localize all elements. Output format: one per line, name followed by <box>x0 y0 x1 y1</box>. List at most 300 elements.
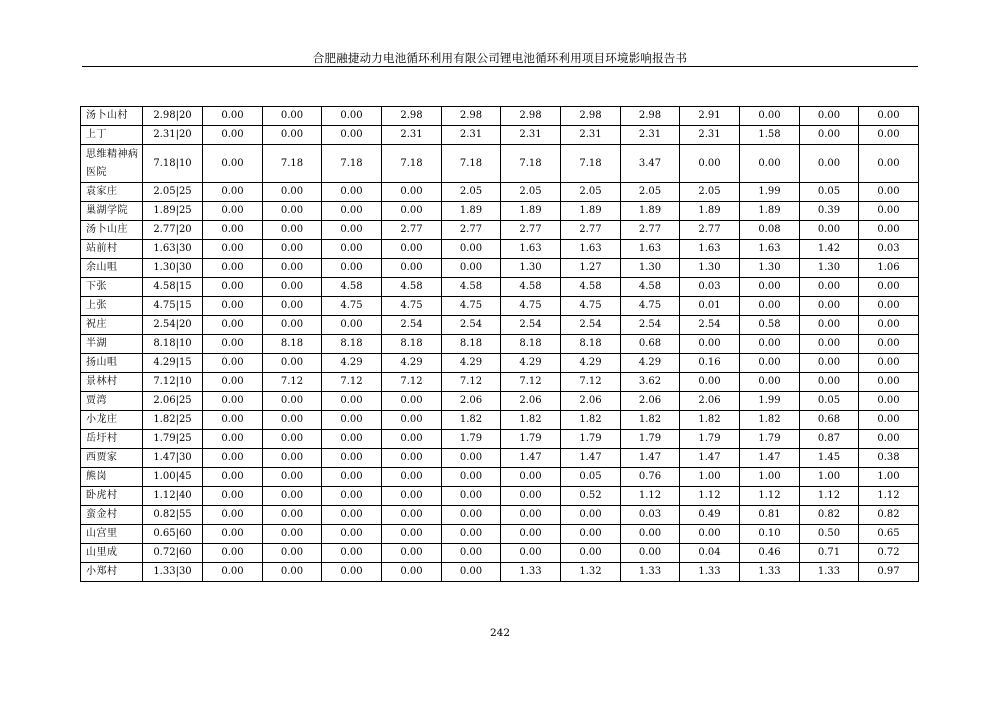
value-cell: 0.00 <box>382 449 442 468</box>
table-row <box>81 316 919 335</box>
value-cell: 3.47 <box>621 145 680 183</box>
value-cell: 1.89 <box>621 202 680 221</box>
value-cell: 1.79 <box>561 430 621 449</box>
value-cell: 2.77 <box>561 221 621 240</box>
value-cell: 0.00 <box>322 126 382 145</box>
value-cell: 0.00 <box>263 202 322 221</box>
value-cell: 0.00 <box>203 335 263 354</box>
value-cell: 0.00 <box>800 335 859 354</box>
value-cell: 0.00 <box>203 449 263 468</box>
value-cell: 0.00 <box>800 126 859 145</box>
value-cell: 0.16 <box>680 354 740 373</box>
table-row <box>81 544 919 563</box>
table-row <box>81 278 919 297</box>
value-cell: 1.30 <box>621 259 680 278</box>
value-cell: 0.00 <box>382 411 442 430</box>
value-cell: 2.98 <box>561 107 621 126</box>
value-cell: 0.00 <box>561 506 621 525</box>
value-cell: 1.63 <box>621 240 680 259</box>
value-cell: 0.00 <box>203 544 263 563</box>
value-cell: 1.89 <box>501 202 561 221</box>
value-cell: 0.00 <box>382 259 442 278</box>
value-cell: 0.68 <box>621 335 680 354</box>
table-row <box>81 468 919 487</box>
value-cell: 0.00 <box>203 259 263 278</box>
table-row <box>81 487 919 506</box>
location-name-cell: 巢湖学院 <box>81 202 143 221</box>
value-cell: 2.31 <box>382 126 442 145</box>
value-cell: 0.39 <box>800 202 859 221</box>
value-cell: 7.12 <box>561 373 621 392</box>
value-cell: 0.00 <box>203 392 263 411</box>
value-cell: 0.00 <box>740 354 800 373</box>
value-cell: 7.12 <box>322 373 382 392</box>
value-cell: 0.49 <box>680 506 740 525</box>
value-cell: 4.75 <box>561 297 621 316</box>
value-cell: 0.00 <box>382 525 442 544</box>
value-cell: 1.33 <box>740 563 800 582</box>
table-row <box>81 392 919 411</box>
location-name-cell: 扬山咀 <box>81 354 143 373</box>
max-value-cell: 4.75|15 <box>143 297 203 316</box>
value-cell: 0.00 <box>382 544 442 563</box>
value-cell: 0.00 <box>382 202 442 221</box>
value-cell: 0.00 <box>442 259 501 278</box>
value-cell: 8.18 <box>561 335 621 354</box>
value-cell: 0.05 <box>800 392 859 411</box>
value-cell: 4.58 <box>322 278 382 297</box>
location-name-cell: 汤卜山村 <box>81 107 143 126</box>
value-cell: 0.00 <box>263 525 322 544</box>
value-cell: 7.12 <box>382 373 442 392</box>
value-cell: 1.33 <box>800 563 859 582</box>
value-cell: 8.18 <box>382 335 442 354</box>
value-cell: 7.12 <box>263 373 322 392</box>
max-value-cell: 4.29|15 <box>143 354 203 373</box>
value-cell: 0.76 <box>621 468 680 487</box>
value-cell: 0.00 <box>859 126 919 145</box>
max-value-cell: 0.72|60 <box>143 544 203 563</box>
value-cell: 0.00 <box>859 373 919 392</box>
value-cell: 1.00 <box>800 468 859 487</box>
value-cell: 0.00 <box>203 240 263 259</box>
value-cell: 2.54 <box>501 316 561 335</box>
value-cell: 0.00 <box>263 392 322 411</box>
location-name-cell: 小龙庄 <box>81 411 143 430</box>
max-value-cell: 1.30|30 <box>143 259 203 278</box>
value-cell: 0.00 <box>203 430 263 449</box>
value-cell: 4.75 <box>442 297 501 316</box>
value-cell: 0.03 <box>621 506 680 525</box>
value-cell: 4.29 <box>382 354 442 373</box>
value-cell: 0.00 <box>859 411 919 430</box>
value-cell: 1.82 <box>740 411 800 430</box>
value-cell: 1.42 <box>800 240 859 259</box>
value-cell: 0.00 <box>203 145 263 183</box>
value-cell: 1.47 <box>501 449 561 468</box>
value-cell: 1.12 <box>621 487 680 506</box>
value-cell: 2.06 <box>680 392 740 411</box>
value-cell: 7.18 <box>322 145 382 183</box>
value-cell: 0.00 <box>740 145 800 183</box>
value-cell: 0.00 <box>442 506 501 525</box>
value-cell: 0.00 <box>680 145 740 183</box>
location-name-cell: 汤卜山庄 <box>81 221 143 240</box>
value-cell: 1.99 <box>740 392 800 411</box>
value-cell: 1.33 <box>680 563 740 582</box>
value-cell: 0.00 <box>382 468 442 487</box>
value-cell: 0.00 <box>263 468 322 487</box>
value-cell: 0.00 <box>263 449 322 468</box>
value-cell: 0.00 <box>322 506 382 525</box>
value-cell: 1.47 <box>561 449 621 468</box>
value-cell: 1.82 <box>621 411 680 430</box>
value-cell: 0.00 <box>263 297 322 316</box>
value-cell: 0.00 <box>382 183 442 202</box>
value-cell: 0.00 <box>203 411 263 430</box>
location-name-cell: 小郑村 <box>81 563 143 582</box>
value-cell: 2.31 <box>501 126 561 145</box>
value-cell: 1.89 <box>442 202 501 221</box>
value-cell: 0.00 <box>263 126 322 145</box>
table-row <box>81 221 919 240</box>
value-cell: 1.06 <box>859 259 919 278</box>
value-cell: 0.68 <box>800 411 859 430</box>
location-name-cell: 半湖 <box>81 335 143 354</box>
value-cell: 0.00 <box>859 107 919 126</box>
value-cell: 0.00 <box>203 202 263 221</box>
max-value-cell: 1.33|30 <box>143 563 203 582</box>
value-cell: 0.65 <box>859 525 919 544</box>
value-cell: 4.29 <box>621 354 680 373</box>
value-cell: 0.00 <box>263 107 322 126</box>
value-cell: 1.82 <box>442 411 501 430</box>
value-cell: 0.00 <box>382 240 442 259</box>
value-cell: 0.00 <box>322 525 382 544</box>
table-row <box>81 126 919 145</box>
location-name-cell: 上张 <box>81 297 143 316</box>
value-cell: 7.18 <box>263 145 322 183</box>
value-cell: 1.27 <box>561 259 621 278</box>
value-cell: 0.00 <box>322 449 382 468</box>
value-cell: 1.58 <box>740 126 800 145</box>
value-cell: 0.00 <box>382 563 442 582</box>
value-cell: 0.82 <box>859 506 919 525</box>
max-value-cell: 1.47|30 <box>143 449 203 468</box>
value-cell: 0.00 <box>203 316 263 335</box>
value-cell: 1.30 <box>501 259 561 278</box>
max-value-cell: 7.18|10 <box>143 145 203 183</box>
value-cell: 8.18 <box>263 335 322 354</box>
max-value-cell: 2.98|20 <box>143 107 203 126</box>
table-row <box>81 563 919 582</box>
value-cell: 1.79 <box>740 430 800 449</box>
value-cell: 8.18 <box>442 335 501 354</box>
table-row <box>81 145 919 183</box>
value-cell: 0.00 <box>800 221 859 240</box>
value-cell: 0.00 <box>501 468 561 487</box>
value-cell: 1.79 <box>442 430 501 449</box>
value-cell: 1.12 <box>859 487 919 506</box>
location-name-cell: 思维精神病医院 <box>81 145 143 183</box>
value-cell: 0.00 <box>501 525 561 544</box>
value-cell: 2.31 <box>680 126 740 145</box>
table-row <box>81 297 919 316</box>
value-cell: 4.58 <box>621 278 680 297</box>
value-cell: 0.00 <box>263 411 322 430</box>
page-number: 242 <box>489 627 511 639</box>
value-cell: 0.00 <box>203 278 263 297</box>
value-cell: 0.00 <box>322 430 382 449</box>
value-cell: 0.00 <box>263 430 322 449</box>
value-cell: 0.00 <box>322 563 382 582</box>
value-cell: 0.71 <box>800 544 859 563</box>
location-name-cell: 熊岗 <box>81 468 143 487</box>
max-value-cell: 1.12|40 <box>143 487 203 506</box>
value-cell: 0.03 <box>680 278 740 297</box>
value-cell: 2.54 <box>621 316 680 335</box>
table-row <box>81 240 919 259</box>
value-cell: 0.00 <box>203 183 263 202</box>
value-cell: 0.58 <box>740 316 800 335</box>
value-cell: 3.62 <box>621 373 680 392</box>
value-cell: 0.00 <box>382 506 442 525</box>
value-cell: 0.00 <box>740 278 800 297</box>
value-cell: 0.00 <box>442 240 501 259</box>
value-cell: 0.00 <box>859 392 919 411</box>
value-cell: 2.06 <box>501 392 561 411</box>
value-cell: 2.05 <box>621 183 680 202</box>
value-cell: 4.29 <box>561 354 621 373</box>
value-cell: 0.00 <box>322 411 382 430</box>
value-cell: 0.00 <box>263 316 322 335</box>
location-name-cell: 贾湾 <box>81 392 143 411</box>
value-cell: 0.82 <box>800 506 859 525</box>
value-cell: 8.18 <box>322 335 382 354</box>
value-cell: 0.72 <box>859 544 919 563</box>
value-cell: 0.00 <box>859 183 919 202</box>
location-name-cell: 山里成 <box>81 544 143 563</box>
location-name-cell: 袁家庄 <box>81 183 143 202</box>
value-cell: 1.00 <box>680 468 740 487</box>
table-row <box>81 183 919 202</box>
value-cell: 0.01 <box>680 297 740 316</box>
value-cell: 1.45 <box>800 449 859 468</box>
value-cell: 2.91 <box>680 107 740 126</box>
value-cell: 0.00 <box>203 506 263 525</box>
value-cell: 1.47 <box>621 449 680 468</box>
value-cell: 4.29 <box>501 354 561 373</box>
value-cell: 0.00 <box>263 183 322 202</box>
value-cell: 8.18 <box>501 335 561 354</box>
value-cell: 0.00 <box>322 107 382 126</box>
value-cell: 4.58 <box>561 278 621 297</box>
value-cell: 4.58 <box>442 278 501 297</box>
max-value-cell: 2.05|25 <box>143 183 203 202</box>
location-name-cell: 景林村 <box>81 373 143 392</box>
table-row <box>81 107 919 126</box>
value-cell: 0.46 <box>740 544 800 563</box>
value-cell: 1.63 <box>680 240 740 259</box>
value-cell: 0.00 <box>322 468 382 487</box>
value-cell: 2.54 <box>680 316 740 335</box>
value-cell: 1.30 <box>740 259 800 278</box>
value-cell: 0.00 <box>322 487 382 506</box>
value-cell: 0.00 <box>561 525 621 544</box>
value-cell: 0.00 <box>800 297 859 316</box>
value-cell: 0.00 <box>263 240 322 259</box>
value-cell: 7.18 <box>501 145 561 183</box>
value-cell: 0.00 <box>621 525 680 544</box>
value-cell: 2.77 <box>442 221 501 240</box>
location-name-cell: 下张 <box>81 278 143 297</box>
value-cell: 0.00 <box>322 316 382 335</box>
value-cell: 0.05 <box>561 468 621 487</box>
max-value-cell: 7.12|10 <box>143 373 203 392</box>
value-cell: 0.00 <box>322 202 382 221</box>
location-name-cell: 余山咀 <box>81 259 143 278</box>
value-cell: 2.06 <box>442 392 501 411</box>
value-cell: 0.00 <box>800 107 859 126</box>
value-cell: 1.30 <box>800 259 859 278</box>
value-cell: 0.00 <box>322 544 382 563</box>
value-cell: 1.63 <box>501 240 561 259</box>
value-cell: 2.54 <box>561 316 621 335</box>
value-cell: 0.00 <box>442 449 501 468</box>
value-cell: 2.77 <box>680 221 740 240</box>
value-cell: 0.00 <box>203 373 263 392</box>
table-body <box>81 107 919 582</box>
value-cell: 0.81 <box>740 506 800 525</box>
value-cell: 0.00 <box>322 392 382 411</box>
value-cell: 0.00 <box>800 316 859 335</box>
value-cell: 0.05 <box>800 183 859 202</box>
value-cell: 0.08 <box>740 221 800 240</box>
location-name-cell: 卧虎村 <box>81 487 143 506</box>
table-row <box>81 430 919 449</box>
value-cell: 0.00 <box>382 487 442 506</box>
value-cell: 1.99 <box>740 183 800 202</box>
value-cell: 1.63 <box>561 240 621 259</box>
value-cell: 0.00 <box>203 107 263 126</box>
table-row <box>81 373 919 392</box>
value-cell: 2.05 <box>501 183 561 202</box>
location-name-cell: 西贾家 <box>81 449 143 468</box>
value-cell: 0.00 <box>263 259 322 278</box>
value-cell: 0.00 <box>263 563 322 582</box>
value-cell: 0.03 <box>859 240 919 259</box>
value-cell: 2.06 <box>561 392 621 411</box>
max-value-cell: 1.82|25 <box>143 411 203 430</box>
value-cell: 2.31 <box>442 126 501 145</box>
value-cell: 0.00 <box>203 563 263 582</box>
value-cell: 2.06 <box>621 392 680 411</box>
value-cell: 0.00 <box>800 145 859 183</box>
value-cell: 0.00 <box>680 335 740 354</box>
max-value-cell: 1.63|30 <box>143 240 203 259</box>
value-cell: 2.54 <box>442 316 501 335</box>
location-name-cell: 岳圩村 <box>81 430 143 449</box>
value-cell: 4.75 <box>382 297 442 316</box>
value-cell: 1.89 <box>740 202 800 221</box>
value-cell: 0.00 <box>501 506 561 525</box>
results-table <box>80 106 919 582</box>
value-cell: 0.00 <box>442 487 501 506</box>
max-value-cell: 4.58|15 <box>143 278 203 297</box>
value-cell: 0.00 <box>501 544 561 563</box>
value-cell: 4.75 <box>501 297 561 316</box>
value-cell: 0.00 <box>859 354 919 373</box>
value-cell: 0.00 <box>501 487 561 506</box>
value-cell: 0.00 <box>740 297 800 316</box>
value-cell: 0.00 <box>263 221 322 240</box>
value-cell: 1.79 <box>501 430 561 449</box>
location-name-cell: 站前村 <box>81 240 143 259</box>
value-cell: 0.50 <box>800 525 859 544</box>
max-value-cell: 8.18|10 <box>143 335 203 354</box>
value-cell: 0.00 <box>322 183 382 202</box>
value-cell: 0.00 <box>800 278 859 297</box>
max-value-cell: 2.31|20 <box>143 126 203 145</box>
value-cell: 0.00 <box>442 563 501 582</box>
header-divider <box>82 66 918 67</box>
location-name-cell: 祝庄 <box>81 316 143 335</box>
max-value-cell: 2.77|20 <box>143 221 203 240</box>
max-value-cell: 1.00|45 <box>143 468 203 487</box>
value-cell: 4.58 <box>382 278 442 297</box>
value-cell: 0.00 <box>859 316 919 335</box>
value-cell: 0.87 <box>800 430 859 449</box>
value-cell: 2.77 <box>382 221 442 240</box>
location-name-cell: 上丁 <box>81 126 143 145</box>
value-cell: 0.00 <box>859 145 919 183</box>
value-cell: 1.82 <box>680 411 740 430</box>
table-row <box>81 354 919 373</box>
value-cell: 0.00 <box>442 544 501 563</box>
value-cell: 2.98 <box>621 107 680 126</box>
value-cell: 0.00 <box>263 544 322 563</box>
value-cell: 0.00 <box>740 107 800 126</box>
value-cell: 7.12 <box>442 373 501 392</box>
value-cell: 1.63 <box>740 240 800 259</box>
value-cell: 2.54 <box>382 316 442 335</box>
value-cell: 0.00 <box>203 468 263 487</box>
value-cell: 0.00 <box>382 392 442 411</box>
value-cell: 0.00 <box>621 544 680 563</box>
value-cell: 0.00 <box>442 525 501 544</box>
value-cell: 0.00 <box>203 525 263 544</box>
value-cell: 1.12 <box>680 487 740 506</box>
value-cell: 4.75 <box>621 297 680 316</box>
value-cell: 2.31 <box>561 126 621 145</box>
value-cell: 0.00 <box>442 468 501 487</box>
max-value-cell: 0.65|60 <box>143 525 203 544</box>
value-cell: 2.31 <box>621 126 680 145</box>
table-row <box>81 411 919 430</box>
table-row <box>81 202 919 221</box>
value-cell: 1.89 <box>561 202 621 221</box>
value-cell: 2.77 <box>501 221 561 240</box>
value-cell: 7.18 <box>561 145 621 183</box>
value-cell: 0.00 <box>561 544 621 563</box>
value-cell: 0.00 <box>322 221 382 240</box>
value-cell: 1.33 <box>621 563 680 582</box>
value-cell: 1.00 <box>859 468 919 487</box>
value-cell: 2.77 <box>621 221 680 240</box>
value-cell: 0.00 <box>740 335 800 354</box>
document-header-title: 合肥融捷动力电池循环利用有限公司锂电池循环利用项目环境影响报告书 <box>312 51 688 65</box>
value-cell: 0.00 <box>680 373 740 392</box>
